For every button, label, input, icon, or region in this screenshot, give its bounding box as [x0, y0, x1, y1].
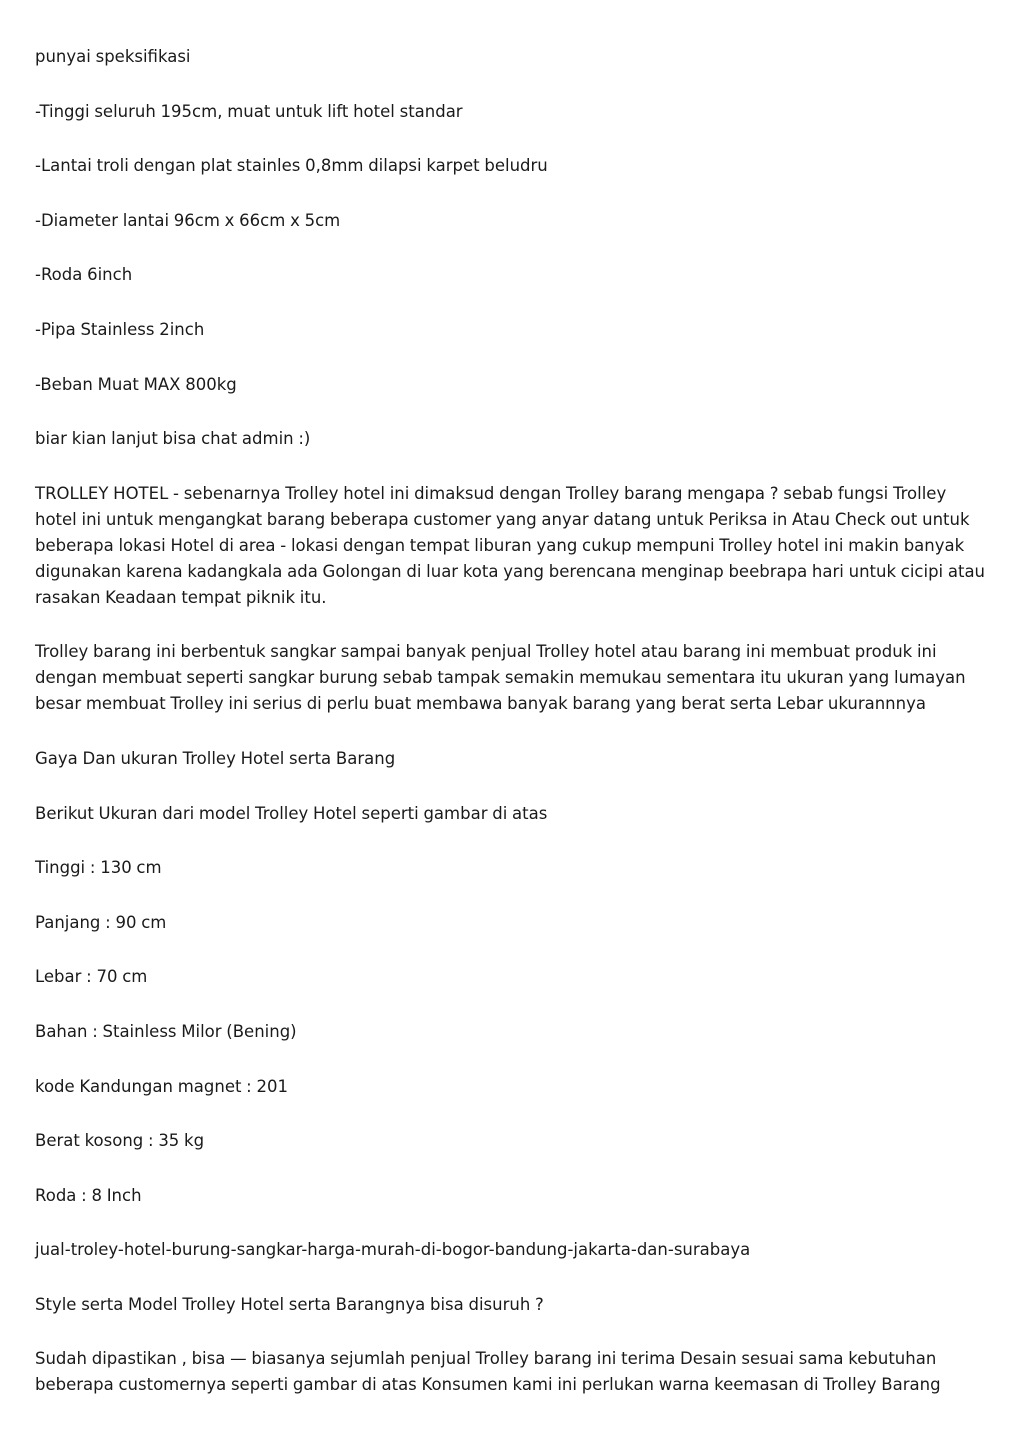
spec-item-floor: -Lantai troli dengan plat stainles 0,8mm dilapsi karpet beludru — [35, 156, 548, 176]
size-item-height: Tinggi : 130 cm — [35, 858, 162, 878]
section-heading-custom: Style serta Model Trolley Hotel serta Barangnya bisa disuruh ? — [35, 1294, 544, 1314]
spec-item-pipe: -Pipa Stainless 2inch — [35, 319, 205, 339]
spec-item-wheel: -Roda 6inch — [35, 265, 133, 285]
section-heading-style: Gaya Dan ukuran Trolley Hotel serta Barang — [35, 748, 396, 768]
document-page — [35, 44, 990, 1427]
spec-item-load: -Beban Muat MAX 800kg — [35, 374, 237, 394]
size-item-magnet: kode Kandungan magnet : 201 — [35, 1076, 288, 1096]
paragraph-trolley-hotel: TROLLEY HOTEL - sebenarnya Trolley hotel ini dimaksud dengan Trolley barang mengapa ? sebab fungsi Trolley hotel ini untuk mengangkat barang beberapa customer yang anyar datang untuk Periksa in Atau Check out untuk beberapa lokasi Hotel di area - lokasi dengan tempat liburan yang cukup mempuni Trolley hotel ini makin banyak digunakan karena kadangkala ada Golongan di luar kota yang berencana menginap beebrapa hari untuk cicipi atau rasakan Keadaan tempat piknik itu. — [35, 483, 986, 607]
size-item-length: Panjang : 90 cm — [35, 912, 167, 932]
spec-item-diameter: -Diameter lantai 96cm x 66cm x 5cm — [35, 210, 341, 230]
paragraph-intro: punyai speksifikasi — [35, 47, 191, 66]
size-item-wheel: Roda : 8 Inch — [35, 1185, 142, 1205]
size-item-width: Lebar : 70 cm — [35, 967, 148, 987]
size-item-weight: Berat kosong : 35 kg — [35, 1131, 205, 1151]
paragraph-chat-admin: biar kian lanjut bisa chat admin :) — [35, 429, 311, 449]
paragraph-custom-answer: Sudah dipastikan , bisa — biasanya sejumlah penjual Trolley barang ini terima Desain sesuai sama kebutuhan beberapa customernya seperti gambar di atas Konsumen kami ini perlukan warna keemasan di Trolley Barang — [35, 1349, 941, 1395]
paragraph-slug: jual-troley-hotel-burung-sangkar-harga-murah-di-bogor-bandung-jakarta-dan-surabaya — [35, 1240, 751, 1260]
spec-item-height: -Tinggi seluruh 195cm, muat untuk lift hotel standar — [35, 101, 463, 121]
paragraph-size-intro: Berikut Ukuran dari model Trolley Hotel seperti gambar di atas — [35, 803, 548, 823]
size-item-material: Bahan : Stainless Milor (Bening) — [35, 1021, 297, 1041]
paragraph-trolley-barang: Trolley barang ini berbentuk sangkar sampai banyak penjual Trolley hotel atau barang ini membuat produk ini dengan membuat seperti sangkar burung sebab tampak semakin memukau sementara itu ukuran yang lumayan besar membuat Trolley ini serius di perlu buat membawa banyak barang yang berat serta Lebar ukurannnya — [35, 642, 966, 714]
